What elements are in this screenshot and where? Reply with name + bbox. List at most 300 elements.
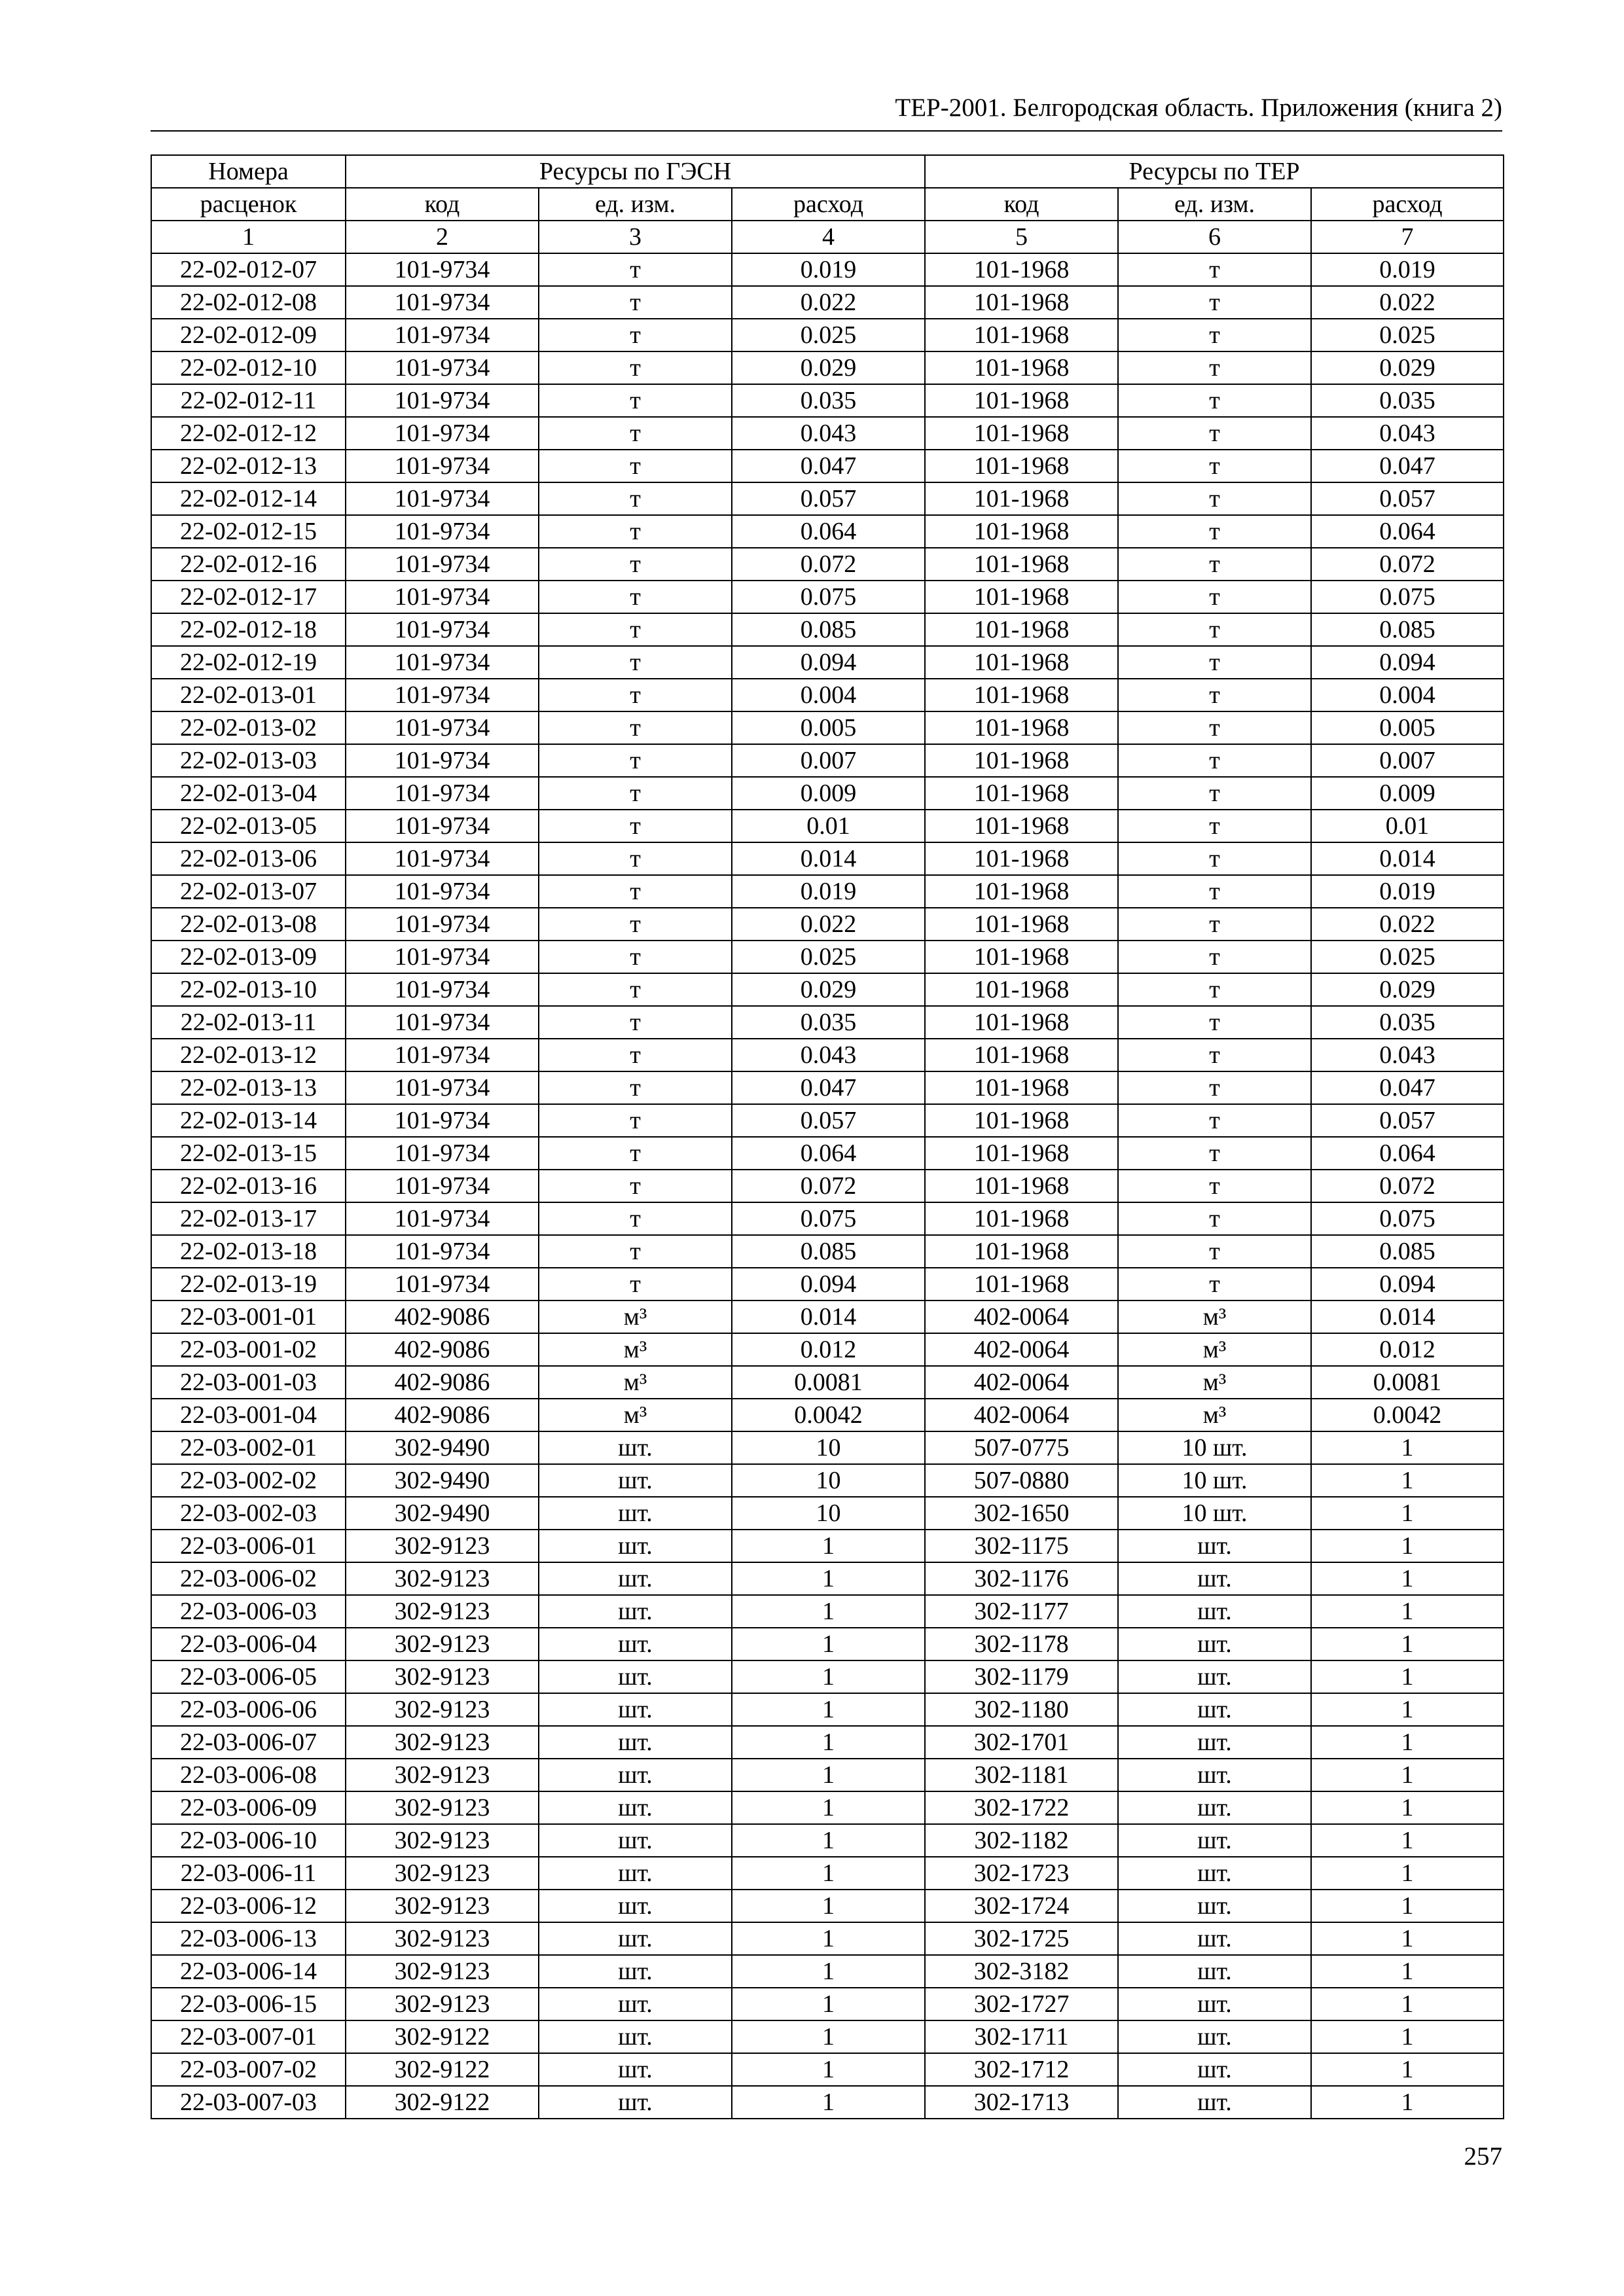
gesn-code-cell: 101-9734 (346, 646, 539, 679)
gesn-consumption-cell: 0.025 (732, 319, 925, 351)
gesn-consumption-cell: 1 (732, 1922, 925, 1955)
table-row (151, 1039, 1504, 1071)
gesn-consumption-cell: 0.057 (732, 482, 925, 515)
gesn-unit-cell: т (539, 777, 732, 810)
ter-code-cell: 302-1723 (925, 1857, 1118, 1890)
gesn-code-cell: 302-9123 (346, 1988, 539, 2020)
ter-code-cell: 302-1712 (925, 2053, 1118, 2086)
gesn-consumption-cell: 0.014 (732, 842, 925, 875)
ter-unit-cell: шт. (1118, 1726, 1311, 1759)
page-number: 257 (1464, 2142, 1502, 2170)
ter-code-cell: 101-1968 (925, 679, 1118, 711)
ter-code-cell: 101-1968 (925, 842, 1118, 875)
gesn-unit-cell: т (539, 1235, 732, 1268)
ter-code-cell: 302-1175 (925, 1530, 1118, 1562)
ter-unit-cell: шт. (1118, 2053, 1311, 2086)
gesn-code-cell: 302-9490 (346, 1497, 539, 1530)
rate-number-cell: 22-02-013-15 (151, 1137, 346, 1170)
gesn-consumption-cell: 1 (732, 1660, 925, 1693)
column-number: 2 (346, 221, 539, 253)
gesn-consumption-cell: 1 (732, 1693, 925, 1726)
gesn-code-cell: 302-9122 (346, 2053, 539, 2086)
gesn-code-cell: 101-9734 (346, 286, 539, 319)
ter-code-cell: 402-0064 (925, 1333, 1118, 1366)
gesn-consumption-cell: 0.072 (732, 548, 925, 581)
gesn-unit-cell: шт. (539, 1922, 732, 1955)
ter-consumption-cell: 0.075 (1311, 1202, 1504, 1235)
gesn-consumption-cell: 0.075 (732, 581, 925, 613)
table-row (151, 1988, 1504, 2020)
gesn-code-cell: 101-9734 (346, 810, 539, 842)
ter-code-cell: 101-1968 (925, 810, 1118, 842)
ter-consumption-cell: 1 (1311, 1857, 1504, 1890)
table-row (151, 581, 1504, 613)
ter-code-cell: 101-1968 (925, 581, 1118, 613)
ter-consumption-cell: 0.014 (1311, 1300, 1504, 1333)
gesn-unit-cell: т (539, 973, 732, 1006)
gesn-unit-cell: шт. (539, 2020, 732, 2053)
gesn-code-cell: 302-9490 (346, 1431, 539, 1464)
ter-unit-cell: т (1118, 1137, 1311, 1170)
gesn-unit-cell: шт. (539, 1562, 732, 1595)
ter-unit-cell: м³ (1118, 1399, 1311, 1431)
ter-consumption-cell: 0.094 (1311, 1268, 1504, 1300)
gesn-consumption-cell: 0.009 (732, 777, 925, 810)
ter-unit-cell: т (1118, 482, 1311, 515)
gesn-unit-cell: м³ (539, 1399, 732, 1431)
gesn-unit-cell: т (539, 941, 732, 973)
ter-consumption-cell: 1 (1311, 1595, 1504, 1628)
table-row (151, 1137, 1504, 1170)
table-row (151, 351, 1504, 384)
ter-consumption-cell: 1 (1311, 1791, 1504, 1824)
gesn-code-cell: 302-9123 (346, 1726, 539, 1759)
ter-consumption-cell: 0.019 (1311, 875, 1504, 908)
ter-code-cell: 101-1968 (925, 1170, 1118, 1202)
ter-code-cell: 101-1968 (925, 384, 1118, 417)
gesn-consumption-cell: 0.043 (732, 417, 925, 450)
ter-consumption-cell: 0.072 (1311, 1170, 1504, 1202)
header-rule (151, 130, 1502, 132)
ter-consumption-cell: 0.094 (1311, 646, 1504, 679)
rate-number-cell: 22-03-007-03 (151, 2086, 346, 2119)
rate-number-cell: 22-02-012-12 (151, 417, 346, 450)
rate-number-cell: 22-02-013-16 (151, 1170, 346, 1202)
ter-code-cell: 101-1968 (925, 646, 1118, 679)
gesn-unit-cell: шт. (539, 1530, 732, 1562)
ter-unit-cell: шт. (1118, 1988, 1311, 2020)
ter-unit-cell: т (1118, 1235, 1311, 1268)
ter-unit-cell: т (1118, 1170, 1311, 1202)
ter-consumption-cell: 0.057 (1311, 482, 1504, 515)
ter-unit-cell: т (1118, 679, 1311, 711)
gesn-unit-cell: м³ (539, 1300, 732, 1333)
ter-code-cell: 101-1968 (925, 319, 1118, 351)
ter-code-cell: 101-1968 (925, 941, 1118, 973)
gesn-consumption-cell: 1 (732, 1562, 925, 1595)
gesn-unit-cell: т (539, 319, 732, 351)
ter-unit-cell: т (1118, 744, 1311, 777)
table-row (151, 1366, 1504, 1399)
ter-unit-cell: т (1118, 613, 1311, 646)
gesn-unit-cell: шт. (539, 1955, 732, 1988)
gesn-code-cell: 101-9734 (346, 744, 539, 777)
gesn-code-cell: 101-9734 (346, 1071, 539, 1104)
ter-unit-cell: шт. (1118, 1530, 1311, 1562)
ter-consumption-cell: 0.025 (1311, 319, 1504, 351)
gesn-unit-cell: шт. (539, 1824, 732, 1857)
table-row (151, 1890, 1504, 1922)
rate-number-cell: 22-02-012-11 (151, 384, 346, 417)
ter-consumption-cell: 1 (1311, 1824, 1504, 1857)
ter-consumption-cell: 0.047 (1311, 450, 1504, 482)
ter-code-cell: 302-1181 (925, 1759, 1118, 1791)
gesn-consumption-cell: 0.012 (732, 1333, 925, 1366)
ter-unit-cell: т (1118, 286, 1311, 319)
ter-unit-cell: шт. (1118, 1693, 1311, 1726)
gesn-unit-cell: шт. (539, 1431, 732, 1464)
gesn-code-cell: 101-9734 (346, 515, 539, 548)
ter-unit-cell: шт. (1118, 1791, 1311, 1824)
ter-code-cell: 302-1711 (925, 2020, 1118, 2053)
gesn-code-cell: 101-9734 (346, 351, 539, 384)
gesn-consumption-cell: 10 (732, 1431, 925, 1464)
table-row (151, 1464, 1504, 1497)
ter-code-cell: 302-1176 (925, 1562, 1118, 1595)
gesn-unit-cell: т (539, 875, 732, 908)
ter-consumption-cell: 0.025 (1311, 941, 1504, 973)
ter-unit-cell: м³ (1118, 1366, 1311, 1399)
gesn-unit-cell: т (539, 1170, 732, 1202)
ter-unit-cell: шт. (1118, 1955, 1311, 1988)
table-row (151, 1333, 1504, 1366)
ter-consumption-cell: 0.007 (1311, 744, 1504, 777)
table-row (151, 875, 1504, 908)
gesn-code-cell: 302-9123 (346, 1955, 539, 1988)
ter-code-cell: 402-0064 (925, 1300, 1118, 1333)
gesn-consumption-cell: 0.035 (732, 384, 925, 417)
ter-unit-cell: шт. (1118, 1759, 1311, 1791)
table-row (151, 973, 1504, 1006)
gesn-consumption-cell: 0.019 (732, 875, 925, 908)
ter-unit-cell: шт. (1118, 1890, 1311, 1922)
ter-code-cell: 402-0064 (925, 1399, 1118, 1431)
column-number: 1 (151, 221, 346, 253)
gesn-code-cell: 101-9734 (346, 973, 539, 1006)
rate-number-cell: 22-03-006-10 (151, 1824, 346, 1857)
table-row (151, 1268, 1504, 1300)
ter-unit-cell: 10 шт. (1118, 1431, 1311, 1464)
table-row (151, 548, 1504, 581)
gesn-consumption-cell: 1 (732, 1759, 925, 1791)
rate-number-cell: 22-03-007-01 (151, 2020, 346, 2053)
header-ter-resources: Ресурсы по ТЕР (925, 155, 1504, 188)
table-row (151, 482, 1504, 515)
rate-number-cell: 22-02-013-18 (151, 1235, 346, 1268)
ter-code-cell: 101-1968 (925, 286, 1118, 319)
rate-number-cell: 22-02-013-05 (151, 810, 346, 842)
gesn-unit-cell: шт. (539, 1857, 732, 1890)
gesn-consumption-cell: 0.019 (732, 253, 925, 286)
ter-consumption-cell: 0.085 (1311, 1235, 1504, 1268)
gesn-consumption-cell: 1 (732, 1726, 925, 1759)
gesn-code-cell: 101-9734 (346, 1268, 539, 1300)
ter-code-cell: 101-1968 (925, 744, 1118, 777)
ter-unit-cell: 10 шт. (1118, 1497, 1311, 1530)
rate-number-cell: 22-02-013-08 (151, 908, 346, 941)
ter-unit-cell: шт. (1118, 1857, 1311, 1890)
gesn-code-cell: 302-9123 (346, 1530, 539, 1562)
table-header (151, 155, 1504, 253)
ter-unit-cell: т (1118, 1104, 1311, 1137)
table-row (151, 1235, 1504, 1268)
gesn-unit-cell: т (539, 1006, 732, 1039)
ter-unit-cell: шт. (1118, 1595, 1311, 1628)
rate-number-cell: 22-02-013-07 (151, 875, 346, 908)
ter-unit-cell: шт. (1118, 2086, 1311, 2119)
ter-code-cell: 302-1180 (925, 1693, 1118, 1726)
ter-consumption-cell: 0.072 (1311, 548, 1504, 581)
ter-code-cell: 101-1968 (925, 875, 1118, 908)
table-row (151, 1530, 1504, 1562)
rate-number-cell: 22-02-013-17 (151, 1202, 346, 1235)
gesn-code-cell: 101-9734 (346, 1137, 539, 1170)
rate-number-cell: 22-03-006-08 (151, 1759, 346, 1791)
gesn-consumption-cell: 0.004 (732, 679, 925, 711)
ter-consumption-cell: 0.004 (1311, 679, 1504, 711)
gesn-consumption-cell: 10 (732, 1464, 925, 1497)
ter-consumption-cell: 0.029 (1311, 973, 1504, 1006)
ter-consumption-cell: 0.075 (1311, 581, 1504, 613)
rate-number-cell: 22-03-001-03 (151, 1366, 346, 1399)
ter-code-cell: 302-1722 (925, 1791, 1118, 1824)
gesn-consumption-cell: 1 (732, 1595, 925, 1628)
ter-code-cell: 302-1650 (925, 1497, 1118, 1530)
ter-code-cell: 302-1178 (925, 1628, 1118, 1660)
gesn-unit-cell: шт. (539, 2053, 732, 2086)
gesn-unit-cell: м³ (539, 1333, 732, 1366)
table-row (151, 319, 1504, 351)
gesn-unit-cell: т (539, 744, 732, 777)
rate-number-cell: 22-03-006-11 (151, 1857, 346, 1890)
ter-consumption-cell: 1 (1311, 2020, 1504, 2053)
gesn-unit-cell: т (539, 417, 732, 450)
table-row (151, 1857, 1504, 1890)
table-row (151, 777, 1504, 810)
gesn-code-cell: 101-9734 (346, 1039, 539, 1071)
gesn-unit-cell: т (539, 548, 732, 581)
table-row (151, 711, 1504, 744)
gesn-code-cell: 101-9734 (346, 384, 539, 417)
gesn-unit-cell: шт. (539, 1759, 732, 1791)
ter-consumption-cell: 1 (1311, 1660, 1504, 1693)
rate-number-cell: 22-02-013-12 (151, 1039, 346, 1071)
table-row (151, 1562, 1504, 1595)
rate-number-cell: 22-02-012-15 (151, 515, 346, 548)
rate-number-cell: 22-02-012-18 (151, 613, 346, 646)
rate-number-cell: 22-03-006-04 (151, 1628, 346, 1660)
gesn-code-cell: 402-9086 (346, 1300, 539, 1333)
ter-unit-cell: т (1118, 384, 1311, 417)
table-row (151, 1660, 1504, 1693)
gesn-code-cell: 302-9123 (346, 1628, 539, 1660)
ter-code-cell: 101-1968 (925, 253, 1118, 286)
rate-number-cell: 22-03-006-15 (151, 1988, 346, 2020)
gesn-unit-cell: шт. (539, 2086, 732, 2119)
table-row (151, 1006, 1504, 1039)
ter-unit-cell: т (1118, 875, 1311, 908)
ter-code-cell: 101-1968 (925, 973, 1118, 1006)
subheader-ter-consumption: расход (1311, 188, 1504, 221)
gesn-code-cell: 101-9734 (346, 777, 539, 810)
ter-unit-cell: т (1118, 319, 1311, 351)
table-row (151, 1628, 1504, 1660)
gesn-consumption-cell: 0.043 (732, 1039, 925, 1071)
gesn-unit-cell: т (539, 1202, 732, 1235)
table-row (151, 384, 1504, 417)
ter-consumption-cell: 0.043 (1311, 417, 1504, 450)
ter-unit-cell: т (1118, 1268, 1311, 1300)
gesn-consumption-cell: 1 (732, 1857, 925, 1890)
ter-unit-cell: т (1118, 777, 1311, 810)
rate-number-cell: 22-03-006-13 (151, 1922, 346, 1955)
ter-consumption-cell: 1 (1311, 1497, 1504, 1530)
rate-number-cell: 22-03-006-12 (151, 1890, 346, 1922)
gesn-code-cell: 302-9123 (346, 1857, 539, 1890)
gesn-code-cell: 101-9734 (346, 1235, 539, 1268)
gesn-consumption-cell: 0.029 (732, 351, 925, 384)
ter-unit-cell: т (1118, 1202, 1311, 1235)
ter-code-cell: 302-1713 (925, 2086, 1118, 2119)
rate-number-cell: 22-02-013-02 (151, 711, 346, 744)
gesn-unit-cell: т (539, 1039, 732, 1071)
table-row (151, 417, 1504, 450)
ter-unit-cell: т (1118, 1006, 1311, 1039)
ter-consumption-cell: 1 (1311, 1726, 1504, 1759)
table-row (151, 1759, 1504, 1791)
table-row (151, 1431, 1504, 1464)
table-row (151, 613, 1504, 646)
gesn-consumption-cell: 1 (732, 1530, 925, 1562)
gesn-consumption-cell: 0.047 (732, 1071, 925, 1104)
rate-number-cell: 22-03-006-05 (151, 1660, 346, 1693)
gesn-unit-cell: т (539, 351, 732, 384)
column-number: 4 (732, 221, 925, 253)
rate-number-cell: 22-02-013-04 (151, 777, 346, 810)
ter-consumption-cell: 1 (1311, 1955, 1504, 1988)
gesn-unit-cell: т (539, 1071, 732, 1104)
ter-code-cell: 302-1724 (925, 1890, 1118, 1922)
ter-consumption-cell: 1 (1311, 1922, 1504, 1955)
gesn-unit-cell: т (539, 711, 732, 744)
rate-number-cell: 22-02-013-19 (151, 1268, 346, 1300)
ter-consumption-cell: 1 (1311, 2086, 1504, 2119)
ter-consumption-cell: 0.064 (1311, 1137, 1504, 1170)
ter-code-cell: 101-1968 (925, 1006, 1118, 1039)
column-number-row (151, 221, 1504, 253)
rate-number-cell: 22-03-002-03 (151, 1497, 346, 1530)
ter-code-cell: 302-1182 (925, 1824, 1118, 1857)
gesn-consumption-cell: 0.094 (732, 1268, 925, 1300)
gesn-consumption-cell: 1 (732, 1791, 925, 1824)
ter-consumption-cell: 1 (1311, 1628, 1504, 1660)
gesn-unit-cell: т (539, 581, 732, 613)
rate-number-cell: 22-03-001-02 (151, 1333, 346, 1366)
rate-number-cell: 22-02-013-03 (151, 744, 346, 777)
gesn-code-cell: 101-9734 (346, 1202, 539, 1235)
rate-number-cell: 22-02-012-14 (151, 482, 346, 515)
table-row (151, 941, 1504, 973)
gesn-consumption-cell: 0.085 (732, 1235, 925, 1268)
ter-unit-cell: т (1118, 450, 1311, 482)
gesn-code-cell: 101-9734 (346, 548, 539, 581)
gesn-unit-cell: т (539, 646, 732, 679)
header-gesn-resources: Ресурсы по ГЭСН (346, 155, 925, 188)
gesn-unit-cell: шт. (539, 1660, 732, 1693)
table-row (151, 2053, 1504, 2086)
ter-consumption-cell: 0.019 (1311, 253, 1504, 286)
gesn-code-cell: 101-9734 (346, 941, 539, 973)
table-row (151, 1791, 1504, 1824)
gesn-code-cell: 101-9734 (346, 581, 539, 613)
table-row (151, 744, 1504, 777)
gesn-code-cell: 302-9122 (346, 2086, 539, 2119)
rate-number-cell: 22-02-013-14 (151, 1104, 346, 1137)
rate-number-cell: 22-02-012-16 (151, 548, 346, 581)
gesn-code-cell: 302-9123 (346, 1595, 539, 1628)
ter-consumption-cell: 0.0042 (1311, 1399, 1504, 1431)
ter-unit-cell: т (1118, 908, 1311, 941)
gesn-consumption-cell: 1 (732, 2053, 925, 2086)
gesn-unit-cell: т (539, 1137, 732, 1170)
rate-number-cell: 22-02-012-17 (151, 581, 346, 613)
gesn-consumption-cell: 1 (732, 1988, 925, 2020)
column-number: 3 (539, 221, 732, 253)
ter-unit-cell: т (1118, 581, 1311, 613)
gesn-consumption-cell: 0.022 (732, 286, 925, 319)
table-row (151, 2020, 1504, 2053)
ter-consumption-cell: 0.047 (1311, 1071, 1504, 1104)
ter-code-cell: 101-1968 (925, 450, 1118, 482)
gesn-consumption-cell: 1 (732, 1890, 925, 1922)
ter-code-cell: 101-1968 (925, 1235, 1118, 1268)
ter-unit-cell: т (1118, 973, 1311, 1006)
rate-number-cell: 22-03-006-07 (151, 1726, 346, 1759)
ter-unit-cell: т (1118, 548, 1311, 581)
gesn-unit-cell: шт. (539, 1791, 732, 1824)
gesn-code-cell: 302-9123 (346, 1562, 539, 1595)
gesn-consumption-cell: 0.085 (732, 613, 925, 646)
rate-number-cell: 22-03-006-01 (151, 1530, 346, 1562)
rate-number-cell: 22-03-001-01 (151, 1300, 346, 1333)
header-numbers: Номера (151, 155, 346, 188)
gesn-unit-cell: м³ (539, 1366, 732, 1399)
gesn-consumption-cell: 1 (732, 2086, 925, 2119)
ter-consumption-cell: 1 (1311, 1562, 1504, 1595)
gesn-consumption-cell: 1 (732, 1628, 925, 1660)
ter-consumption-cell: 0.085 (1311, 613, 1504, 646)
ter-unit-cell: шт. (1118, 1824, 1311, 1857)
gesn-code-cell: 302-9123 (346, 1759, 539, 1791)
ter-consumption-cell: 0.014 (1311, 842, 1504, 875)
rate-number-cell: 22-02-012-09 (151, 319, 346, 351)
ter-unit-cell: т (1118, 1039, 1311, 1071)
gesn-code-cell: 101-9734 (346, 450, 539, 482)
gesn-code-cell: 101-9734 (346, 613, 539, 646)
ter-consumption-cell: 0.005 (1311, 711, 1504, 744)
ter-code-cell: 101-1968 (925, 515, 1118, 548)
subheader-gesn-code: код (346, 188, 539, 221)
